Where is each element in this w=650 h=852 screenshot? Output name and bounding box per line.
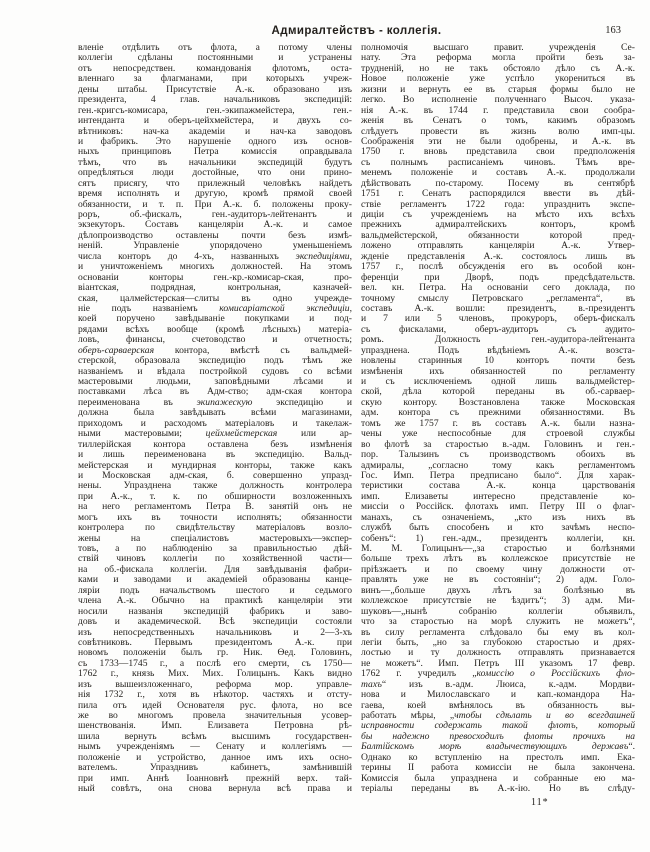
text-line: нымъ учрежденіямъ — Сенату и коллегіямъ — xyxy=(78,742,352,753)
text-line: роръ, об.-фискалъ, ген.-аудиторъ-лейтенантъ и xyxy=(78,210,352,220)
text-line: дены штабы. Присутствіе А.-к. образовано изъ xyxy=(78,84,352,95)
text-line: скую контору. Возстановлена также Московская xyxy=(361,397,635,408)
text-line: ками и заводами и академіей образованы канце- xyxy=(78,575,352,586)
text-line: новлены старинныя 10 конторъ почти безъ xyxy=(361,356,635,367)
text-line: ныхъ принциповъ Петра комиссія оправдывала xyxy=(78,147,352,158)
text-line: ляріи подъ начальствомъ шестого и седьмого xyxy=(78,585,352,596)
text-line: рядами всѣхъ вообще (кромѣ лѣсныхъ) матеріа- xyxy=(78,324,352,335)
text-line: ромъ. Должность ген.-аудитора-лейтенанта xyxy=(361,335,635,346)
text-line: мастеровыми людьми, заповѣдными лѣсами и xyxy=(78,377,352,387)
text-line: съ фискалами, оберъ-аудиторъ съ аудито- xyxy=(361,324,635,335)
text-line: Новое положеніе уже успѣло укорениться въ xyxy=(361,74,635,85)
text-line: чены уже неспособные для строевой службы xyxy=(361,429,635,440)
text-line: нія 1732 г., хотя въ нѣкотор. частяхъ и отсту- xyxy=(78,690,352,701)
text-line: президента, 4 глав. начальниковъ экспедицій: xyxy=(78,95,352,106)
text-line: и уничтоженіемъ многихъ должностей. На этомъ xyxy=(78,262,352,273)
text-line: теристики состава А.-к. конца царствованія xyxy=(361,481,635,492)
text-line: приходомъ и расходомъ матеріаловъ и такелаж- xyxy=(78,418,352,429)
text-line: неній. Управленіе упорядочено уменьшеніемъ xyxy=(78,241,352,252)
text-line: ніе подъ названіемъ комисаріатской экспедиціи, xyxy=(78,303,352,314)
text-line: Гос. Имп. Петра предписано было“. Для харак- xyxy=(361,470,635,481)
text-line: тѣмъ, что въ начальники экспедицій будутъ xyxy=(78,157,352,168)
text-line: оберъ-сарваерская контора, вмѣстѣ съ вальдмей- xyxy=(78,345,352,356)
text-line: упразднена. Подъ вѣдѣніемъ А.-к. возста- xyxy=(361,345,635,356)
text-line: основаніи конторы ген.-кр.-комисар-ская, про- xyxy=(78,272,352,283)
text-line: отъ непосредствен. командованія флотомъ, оста- xyxy=(78,63,352,74)
text-columns xyxy=(78,43,635,795)
text-line: съ 1733—1745 г., а послѣ его смерти, съ 1750— xyxy=(78,658,352,669)
text-line: диціи съ учрежденіемъ на мѣсто ихъ всѣхъ xyxy=(361,210,635,220)
text-line: 1762 г., князь Мих. Мих. Голицынъ. Какъ видно xyxy=(78,669,352,680)
text-line: собенъ“: 1) ген.-адм., президентъ коллегіи, кн. xyxy=(361,533,635,544)
text-line: терины II работа комиссіи не была закончена. xyxy=(361,763,635,774)
text-line: интенданта и оберъ-цейхмейстера, и двухъ со- xyxy=(78,116,352,127)
text-line: коллежское присутствіе не ѣздитъ“; 3) адм. Ми- xyxy=(361,596,635,607)
text-line: новомъ положеніи былъ гр. Ник. Ѳед. Головинъ, xyxy=(78,648,352,659)
page-header xyxy=(78,25,635,40)
text-line: совѣтниковъ. Первымъ президентомъ А.-к. при xyxy=(78,637,352,648)
text-line: тиллерійская контора оставлена безъ измѣненія xyxy=(78,439,352,450)
text-line: вленіе отдѣлить отъ флота, а потому члены xyxy=(78,43,352,53)
text-line: время исполнять и другую, кромѣ прямой своей xyxy=(78,189,352,200)
text-line: Однако ко вступленію на престолъ имп. Ека- xyxy=(361,752,635,763)
text-line: правлять уже не въ состояніи“; 2) адм. Голо- xyxy=(361,575,635,586)
text-line: вѣтниковъ: нач-ка академіи и нач-ка заводовъ xyxy=(78,126,352,137)
text-line: бы надежно превосходилъ флоты прочихъ на xyxy=(361,731,635,742)
text-line: тахъ“ изъ в.-адм. Люиса, к.-адм. Мордви- xyxy=(361,679,635,690)
text-line: и лишь переименована въ экспедицію. Вальд- xyxy=(78,450,352,461)
text-line: числа конторъ до 4-хъ, названныхъ экспедиціями, xyxy=(78,251,352,262)
text-line: коллегіи сдѣланы постоянными и устранены xyxy=(78,53,352,64)
text-line: обязанности, и т. п. При А.-к. б. положены проку- xyxy=(78,199,352,210)
text-line: носили названія экспедицій фабрикъ и заво- xyxy=(78,606,352,617)
text-line: исправности содержать такой флотъ, который xyxy=(361,721,635,732)
text-line: на него регламентомъ Петра В. занятій онъ не xyxy=(78,502,352,513)
text-line: и фабрикъ. Это нарушеніе одного изъ основ- xyxy=(78,136,352,147)
text-line: при имп. Аннѣ Іоанновнѣ прежній верх. тай- xyxy=(78,773,352,784)
left-column xyxy=(78,43,352,795)
text-line: экзекуторъ. Составъ канцеляріи А.-к. и самое xyxy=(78,220,352,231)
text-line: нату. Эта реформа могла пройти безъ за- xyxy=(361,53,635,64)
text-line: 1757 г., послѣ обсужденія его въ особой кон- xyxy=(361,262,635,273)
text-line: нія А.-к. въ 1744 г. представила свои сообра- xyxy=(361,105,635,116)
text-line: легко. Во исполненіе полученнаго Высоч. указа- xyxy=(361,95,635,106)
text-line: стерской, образовала экспедицію подъ тѣмъ же xyxy=(78,356,352,367)
text-line: лостью и ту должность отправлять признавается xyxy=(361,648,635,659)
text-line: не можетъ“. Имп. Петръ III указомъ 17 февр. xyxy=(361,658,635,669)
text-line: члена А.-к. Обычно на практикѣ канцеляріи эти xyxy=(78,596,352,607)
text-line: ствій чиновъ коллегіи по хозяйственной части— xyxy=(78,554,352,565)
text-line: и Московская адм-ская, б. совершенно упразд- xyxy=(78,470,352,481)
text-line: ференціи при Дворѣ, подъ предсѣдательств. xyxy=(361,272,635,283)
text-line: имп. Елизаветы интересно представленіе ко- xyxy=(361,491,635,502)
text-line: шенствованія. Имп. Елизавета Петровна рѣ- xyxy=(78,721,352,732)
text-line: 1750 г. вновь представила свои предположенія xyxy=(361,147,635,158)
text-line: изъ вышеизложеннаго, реформа мор. управле- xyxy=(78,679,352,690)
signature-mark: 11* xyxy=(531,797,549,808)
text-line: и 7 или 5 членовъ, прокуроръ, оберъ-фискалъ xyxy=(361,314,635,325)
text-line: жизни и вернуть ее въ старыя формы было не xyxy=(361,84,635,95)
text-line: съ полнымъ расписаніемъ чиновъ. Тѣмъ вре- xyxy=(361,157,635,168)
text-line: дѣлопроизводство оставлены почти безъ измѣ- xyxy=(78,230,352,241)
text-line: работать мѣры, „чтобы сдѣлать и во всегдашней xyxy=(361,711,635,721)
text-line: контролера по свидѣтельству матеріаловъ возло- xyxy=(78,523,352,534)
text-line: Соображенія эти не были одобрены, и А.-к. въ xyxy=(361,136,635,147)
right-column xyxy=(361,43,635,795)
text-line: пор. Талызинъ съ производствомъ обоихъ въ xyxy=(361,450,635,461)
text-line: поставками лѣса въ Адм-ство; адм-ская контора xyxy=(78,387,352,398)
text-line: теріалы переданы въ А.-к-ію. Но въ слѣду- xyxy=(361,784,635,795)
text-line: во флотѣ за старостью в.-адм. Головинъ и ген.- xyxy=(361,439,635,450)
text-line: положеніе и устройство, данное имъ ихъ осно- xyxy=(78,752,352,763)
text-line: манахъ, съ означеніемъ, „кто изъ нихъ въ xyxy=(361,512,635,523)
text-line: Комиссія была упразднена и собранные ею ма- xyxy=(361,773,635,784)
text-line: пріѣзжаетъ и по своему чину должности от- xyxy=(361,564,635,575)
text-line: товъ, а по наблюденію за правильностью дѣй- xyxy=(78,544,352,554)
text-line: ными мастеровыми; цейхмейстерская или ар- xyxy=(78,429,352,440)
text-line: названіемъ и вѣдала постройкой судовъ со всѣми xyxy=(78,366,352,377)
text-line: 1751 г. Сенатъ распорядился ввести въ дѣй- xyxy=(361,189,635,200)
text-line: ствіе регламентъ 1722 года: упразднить экспе- xyxy=(361,199,635,210)
text-line: сятъ присягу, что прилежный человѣкъ найдетъ xyxy=(78,178,352,189)
text-line: винъ—„больше двухъ лѣтъ за болѣзнью въ xyxy=(361,585,635,596)
text-line: полномочія высшаго правит. учрежденія Се- xyxy=(361,43,635,53)
text-line: могъ ихъ въ точности исполнять; обязанности xyxy=(78,512,352,523)
text-line: вателемъ. Упразднивъ кабинетъ, замѣнившій xyxy=(78,763,352,774)
text-line: прежнихъ адмиралтейскихъ конторъ, кромѣ xyxy=(361,220,635,231)
text-line: ской, дѣла которой переданы въ об.-сарваер- xyxy=(361,387,635,398)
text-line: ловъ, финансы, счетоводство и отчетность; xyxy=(78,335,352,346)
text-line: должна была завѣдывать всѣми магазинами, xyxy=(78,408,352,419)
text-line: вленнаго за флагманами, при которыхъ учреж- xyxy=(78,74,352,85)
text-line: точному смыслу Петровскаго „регламента“, въ xyxy=(361,293,635,304)
text-line: опредѣляться люди достойные, что они прино- xyxy=(78,168,352,179)
text-line: довъ и академической. Всѣ экспедиціи состояли xyxy=(78,617,352,628)
text-line: менемъ положеніе и составъ А.-к. продолжали xyxy=(361,168,635,179)
text-line: что за старостью на морѣ служить не можетъ“, xyxy=(361,617,635,628)
text-line: въ силу регламента слѣдовало бы ему въ кол- xyxy=(361,627,635,638)
text-line: же во многомъ провела значительныя усовер- xyxy=(78,711,352,721)
text-line: шуковъ—„нынѣ собранію коллегіи объявилъ, xyxy=(361,606,635,617)
text-line: томъ же 1757 г. въ составъ А.-к. были назна- xyxy=(361,418,635,429)
text-line: віантская, подрядная, контрольная, казначей- xyxy=(78,283,352,294)
text-line: нены. Упразднена также должность контролера xyxy=(78,481,352,492)
text-line: легіи быть, „но за глубокою старостью и дрях- xyxy=(361,637,635,648)
text-line: жденіе представленія А.-к. состоялось лишь въ xyxy=(361,251,635,262)
text-line: адмиралы, „согласно тому какъ регламентомъ xyxy=(361,460,635,471)
text-line: слѣдуетъ провести въ жизнь волю имп-цы. xyxy=(361,126,635,137)
text-line: изъ непосредственныхъ начальниковъ и 2—3-хъ xyxy=(78,627,352,638)
text-line: трудненій, но не такъ обстояло дѣло съ А.-к. xyxy=(361,63,635,74)
text-line: переименована въ экипажескую экспедицію и xyxy=(78,397,352,408)
text-line: ская, цалмейстерская—слиты въ одно учрежде- xyxy=(78,293,352,304)
text-line: пила отъ идей Основателя рус. флота, но все xyxy=(78,700,352,711)
text-line: жены на спеціалистовъ мастеровыхъ—экспер- xyxy=(78,533,352,544)
text-line: вальдмейстерской, обязанности которой пред- xyxy=(361,230,635,241)
text-line: ложено отправлять канцеляріи А.-к. Утвер- xyxy=(361,241,635,252)
text-line: коей поручено завѣдываніе покупками и под- xyxy=(78,314,352,325)
article-title: Адмиралтействъ - коллегія. xyxy=(271,25,442,37)
text-line: при А.-к., т. к. по обширности возложенныхъ xyxy=(78,491,352,502)
text-line: Балтійскомъ морѣ владычествующихъ державъ“. xyxy=(361,742,635,753)
text-line: М. М. Голицынъ—„за старостью и болѣзнями xyxy=(361,544,635,554)
text-line: гаева, коей вмѣнялось въ обязанность вы- xyxy=(361,700,635,711)
text-line: и съ исключеніемъ одной лишь вальдмейстер- xyxy=(361,377,635,387)
text-line: мейстерская и мундирная конторы, также какъ xyxy=(78,460,352,471)
text-line: 1762 г. учредилъ „комиссію о Россійскихъ фло- xyxy=(361,669,635,680)
page-number: 163 xyxy=(605,25,621,36)
text-line: шила вернуть всѣмъ высшимъ государствен- xyxy=(78,731,352,742)
text-line: женія въ Сенатъ о томъ, какимъ образомъ xyxy=(361,116,635,127)
text-line: нова и Милославскаго и кап.-командора На- xyxy=(361,690,635,701)
text-line: больше трехъ лѣтъ въ коллежское присутствіе не xyxy=(361,554,635,565)
text-line: ген.-кригсъ-комисара, ген.-экипажмейстера, ген.- xyxy=(78,105,352,116)
text-line: на об.-фискала коллегіи. Для завѣдыванія фабри- xyxy=(78,564,352,575)
text-line: дѣйствовать по-старому. Посему въ сентябрѣ xyxy=(361,178,635,189)
text-line: службѣ быть способенъ и кто зачѣмъ неспо- xyxy=(361,523,635,534)
text-line: вел. кн. Петра. На основаніи сего доклада, по xyxy=(361,283,635,294)
text-line: составъ А.-к. вошли: президентъ, в.-президентъ xyxy=(361,303,635,314)
text-line: ный совѣтъ, она снова вернула всѣ права и xyxy=(78,784,352,795)
text-line: адм. контора съ прежними обязанностями. Въ xyxy=(361,408,635,419)
text-line: измѣненія ихъ обязанностей по регламенту xyxy=(361,366,635,377)
text-line: миссіи о Россійск. флотахъ имп. Петру III о флаг- xyxy=(361,502,635,513)
